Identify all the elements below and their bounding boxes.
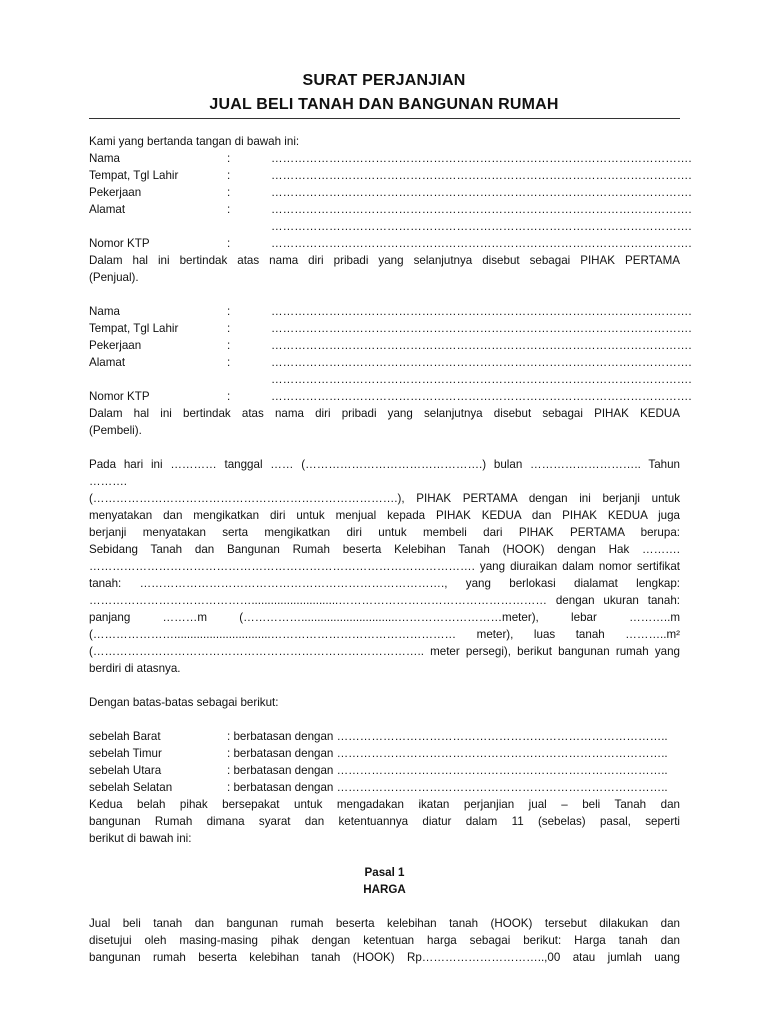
party1-ttl-row [89, 167, 692, 184]
field-colon: : [227, 237, 231, 250]
boundary-label: sebelah Utara [89, 764, 162, 777]
party1-role: (Penjual). [89, 271, 139, 284]
boundary-text: : berbatasan dengan ………………………………………………………………………….. [227, 781, 668, 794]
agreement-line: panjang ………m (……………..............................………………………meter), lebar ………..m [89, 611, 680, 624]
field-label: Pekerjaan [89, 186, 142, 199]
field-colon: : [227, 186, 231, 199]
field-blank: ………………………………………………………………………………………………. [271, 356, 692, 369]
title-divider [89, 118, 680, 119]
agreement-line: ………………………………………………………………………………………. yang diuraikan dalam nomor sertifikat [89, 560, 680, 573]
boundary-label: sebelah Timur [89, 747, 162, 760]
pasal-heading: HARGA [363, 883, 406, 896]
agreement-line: menyatakan dan mengikatkan diri untuk menjual kepada PIHAK KEDUA dan PIHAK KEDUA juga [89, 509, 680, 522]
agreement-line: (…………………………………………………………………….), PIHAK PERTAMA dengan ini berjanji untuk [89, 492, 680, 505]
closing-line: berikut di bawah ini: [89, 832, 192, 845]
field-blank: ………………………………………………………………………………………………. [271, 322, 692, 335]
document-body [89, 133, 692, 966]
field-blank: ………………………………………………………………………………………………. [271, 390, 692, 403]
field-blank: ………………………………………………………………………………………………. [271, 305, 692, 318]
party2-address-row [89, 354, 692, 371]
field-label: Tempat, Tgl Lahir [89, 169, 179, 182]
field-colon: : [227, 203, 231, 216]
field-label: Alamat [89, 356, 126, 369]
field-blank: ………………………………………………………………………………………………. [271, 203, 692, 216]
intro-line: Kami yang bertanda tangan di bawah ini: [89, 135, 300, 148]
field-label: Pekerjaan [89, 339, 142, 352]
boundary-west-row [89, 728, 680, 745]
party2-role: (Pembeli). [89, 424, 142, 437]
party1-name-row [89, 150, 692, 167]
party2-job-row [89, 337, 692, 354]
field-colon: : [227, 356, 231, 369]
party1-ktp-row [89, 235, 692, 252]
party1-statement: Dalam hal ini bertindak atas nama diri pribadi yang selanjutnya disebut sebagai PIHAK PERTAMA [89, 254, 680, 267]
party2-name-row [89, 303, 692, 320]
field-colon: : [227, 169, 231, 182]
boundaries-intro: Dengan batas-batas sebagai berikut: [89, 696, 279, 709]
document-title: SURAT PERJANJIAN [302, 72, 466, 89]
agreement-line: berjanji menyatakan serta mengikatkan diri untuk membeli dari PIHAK PERTAMA berupa: [89, 526, 680, 539]
field-label: Nama [89, 152, 120, 165]
agreement-line: (………………………………………………………………………….. meter persegi), berikut bangunan rumah yang [89, 645, 680, 658]
field-label: Tempat, Tgl Lahir [89, 322, 179, 335]
boundary-label: sebelah Selatan [89, 781, 173, 794]
boundary-text: : berbatasan dengan ………………………………………………………………………….. [227, 747, 668, 760]
agreement-line: berdiri di atasnya. [89, 662, 181, 675]
party1-job-row [89, 184, 692, 201]
field-colon: : [227, 152, 231, 165]
boundary-text: : berbatasan dengan ………………………………………………………………………….. [227, 730, 668, 743]
pasal-number: Pasal 1 [364, 866, 405, 879]
field-label: Nomor KTP [89, 237, 150, 250]
document-subtitle: JUAL BELI TANAH DAN BANGUNAN RUMAH [209, 96, 559, 113]
agreement-paragraph [89, 456, 680, 677]
agreement-line: tanah: ……………………………………………………………………., yang berlokasi dialamat lengkap: [89, 577, 680, 590]
party2-statement: Dalam hal ini bertindak atas nama diri pribadi yang selanjutnya disebut sebagai PIHAK KEDUA [89, 407, 680, 420]
boundary-south-row [89, 779, 680, 796]
field-label: Alamat [89, 203, 126, 216]
party1-address-row [89, 201, 692, 218]
party2-ttl-row [89, 320, 692, 337]
field-colon: : [227, 305, 231, 318]
field-label: Nomor KTP [89, 390, 150, 403]
party1-address-row-2 [89, 218, 692, 235]
field-colon: : [227, 322, 231, 335]
agreement-line: ……………………………………...........................……………………………………………… dengan ukuran tanah: [89, 594, 680, 607]
field-blank: ………………………………………………………………………………………………. [271, 373, 692, 386]
pasal1-line: disetujui oleh masing-masing pihak dengan ketentuan harga sebagai berikut: Harga tanah dan [89, 934, 680, 947]
agreement-line: (…………………..............................………………………………………… meter), luas tanah ………..m² [89, 628, 680, 641]
boundary-label: sebelah Barat [89, 730, 161, 743]
boundary-east-row [89, 745, 680, 762]
agreement-line: Pada hari ini ………… tanggal …… (……………………………………….) bulan ……………………….. Tahun ………. [89, 458, 680, 488]
field-blank: ………………………………………………………………………………………………. [271, 220, 692, 233]
boundary-text: : berbatasan dengan ………………………………………………………………………….. [227, 764, 668, 777]
field-blank: ………………………………………………………………………………………………. [271, 169, 692, 182]
pasal1-line: bangunan rumah beserta kelebihan tanah (HOOK) Rp…………………………..,00 atau jumlah uang [89, 951, 680, 964]
field-colon: : [227, 390, 231, 403]
pasal1-line: Jual beli tanah dan bangunan rumah beserta kelebihan tanah (HOOK) tersebut dilakukan dan [89, 917, 680, 930]
field-label: Nama [89, 305, 120, 318]
field-blank: ………………………………………………………………………………………………. [271, 339, 692, 352]
party2-ktp-row [89, 388, 692, 405]
field-blank: ………………………………………………………………………………………………. [271, 186, 692, 199]
field-blank: ………………………………………………………………………………………………. [271, 237, 692, 250]
boundary-north-row [89, 762, 680, 779]
closing-line: bangunan Rumah dimana syarat dan ketentuannya diatur dalam 11 (sebelas) pasal, seperti [89, 815, 680, 828]
party2-address-row-2 [89, 371, 692, 388]
field-blank: ………………………………………………………………………………………………. [271, 152, 692, 165]
field-colon: : [227, 339, 231, 352]
closing-line: Kedua belah pihak bersepakat untuk mengadakan ikatan perjanjian jual – beli Tanah dan [89, 798, 680, 811]
agreement-line: Sebidang Tanah dan Bangunan Rumah beserta Kelebihan Tanah (HOOK) dengan Hak ………. [89, 543, 680, 556]
